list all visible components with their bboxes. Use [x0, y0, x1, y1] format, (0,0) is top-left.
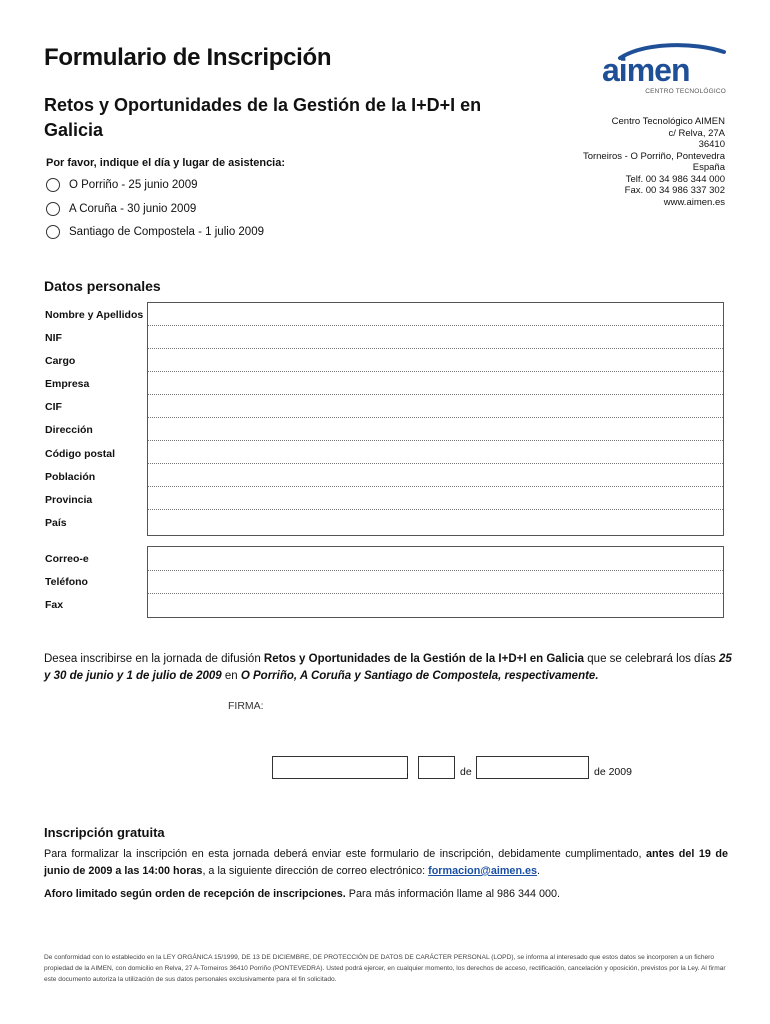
label-cif: CIF — [45, 401, 62, 413]
page-title: Formulario de Inscripción — [44, 44, 332, 71]
address-line: www.aimen.es — [663, 196, 725, 208]
statement-text: que se celebrará los días — [584, 653, 719, 665]
label-poblacion: Población — [45, 471, 96, 483]
attendance-question: Por favor, indique el día y lugar de asistencia: — [46, 157, 286, 169]
inscripcion-text-part: Para formalizar la inscripción en esta jornada deberá enviar este formulario de inscripción, debidamente cumplimentado, — [44, 848, 647, 860]
statement-text: en — [221, 670, 241, 682]
label-direccion: Dirección — [45, 424, 93, 436]
label-pais: País — [45, 517, 67, 529]
cargo-input[interactable] — [148, 349, 723, 371]
cif-input[interactable] — [148, 395, 723, 417]
fax-input[interactable] — [148, 594, 723, 616]
label-codigo-postal: Código postal — [45, 448, 115, 460]
option-porrino[interactable] — [46, 178, 198, 192]
nombre-input[interactable] — [148, 303, 723, 325]
event-dates: 25 y 30 de junio y 1 de julio de 2009 — [44, 653, 732, 682]
aforo-note — [44, 888, 560, 900]
label-cargo: Cargo — [45, 355, 76, 367]
legal-notice: De conformidad con lo establecido en la LEY ORGÁNICA 15/1999, DE 13 DE DICIEMBRE, DE PROTECCIÓN DE DATOS DE CARÁCTER PERSONAL (LOPD), se informa al interesado que estos datos se incorporen a un fichero propiedad de la AIMEN, con domicilio en Relva, 27 A-Torneiros 36410 Porriño (PONTEVEDRA). Usted podrá ejercer, en cualquier momento, los derechos de acceso, rectificación, cancelación y oposición, previstos por la Ley. Al firmar este documento autoriza la utilización de sus datos personales exclusivamente para el fin solicitado. — [44, 954, 726, 983]
email-link[interactable]: formacion@aimen.es — [428, 865, 538, 877]
radio-button[interactable] — [46, 202, 60, 216]
address-line: 36410 — [698, 139, 725, 150]
event-subtitle: Retos y Oportunidades de la Gestión de la I+D+I en Galicia — [44, 95, 482, 140]
place-input[interactable] — [272, 756, 408, 779]
address-line: Telf. 00 34 986 344 000 — [625, 173, 725, 185]
option-label: O Porriño - 25 junio 2009 — [69, 179, 198, 191]
address-line: Fax. 00 34 986 337 302 — [624, 185, 725, 196]
correo-input[interactable] — [148, 547, 723, 569]
address-line: c/ Relva, 27A — [668, 127, 725, 139]
label-telefono: Teléfono — [45, 576, 88, 588]
aforo-rest: Para más información llame al 986 344 000. — [345, 888, 561, 900]
month-input[interactable] — [476, 756, 589, 779]
inscripcion-text-part: . — [537, 865, 541, 877]
direccion-input[interactable] — [148, 418, 723, 440]
poblacion-input[interactable] — [148, 464, 723, 486]
event-places: O Porriño, A Coruña y Santiago de Compostela, respectivamente. — [240, 670, 599, 682]
date-comma: , — [406, 766, 409, 778]
label-fax: Fax — [45, 599, 64, 611]
label-nombre: Nombre y Apellidos — [45, 309, 144, 321]
inscripcion-heading: Inscripción gratuita — [44, 825, 165, 840]
option-label: A Coruña - 30 junio 2009 — [69, 203, 197, 215]
provincia-input[interactable] — [148, 487, 723, 509]
label-empresa: Empresa — [45, 378, 90, 390]
statement-text: Desea inscribirse en la jornada de difusión — [44, 653, 264, 665]
aforo-bold: Aforo limitado según orden de recepción de inscripciones. — [44, 888, 346, 900]
address-line: España — [692, 162, 725, 173]
pais-input[interactable] — [148, 510, 723, 532]
inscripcion-text-part: , a la siguiente dirección de correo electrónico: — [202, 865, 429, 877]
codigo-postal-input[interactable] — [148, 441, 723, 463]
inscripcion-text — [44, 846, 728, 880]
day-input[interactable] — [418, 756, 455, 779]
telefono-input[interactable] — [148, 571, 723, 593]
registration-statement — [44, 651, 734, 685]
event-name: Retos y Oportunidades de la Gestión de la I+D+I en Galicia — [263, 653, 585, 665]
date-year-label: de 2009 — [594, 766, 632, 778]
label-provincia: Provincia — [45, 494, 93, 506]
logo-tagline: CENTRO TECNOLÓGICO — [645, 88, 726, 95]
firma-label: FIRMA: — [228, 700, 264, 712]
address-line: Torneiros - O Porriño, Pontevedra — [582, 150, 725, 162]
date-de-label: de — [460, 766, 472, 778]
logo-word: aimen — [602, 52, 690, 88]
contact-address — [583, 116, 725, 208]
personal-data-heading: Datos personales — [44, 278, 161, 294]
label-nif: NIF — [45, 332, 62, 344]
aimen-logo — [600, 42, 726, 98]
radio-button[interactable] — [46, 178, 60, 192]
empresa-input[interactable] — [148, 372, 723, 394]
option-coruna[interactable] — [46, 202, 196, 216]
address-line: Centro Tecnológico AIMEN — [611, 116, 725, 127]
nif-input[interactable] — [148, 326, 723, 348]
label-correo: Correo-e — [45, 553, 89, 565]
option-santiago[interactable] — [46, 225, 264, 239]
radio-button[interactable] — [46, 225, 60, 239]
deadline: antes del 19 de junio de 2009 a las 14:00 horas — [44, 848, 729, 877]
option-label: Santiago de Compostela - 1 julio 2009 — [69, 226, 264, 238]
